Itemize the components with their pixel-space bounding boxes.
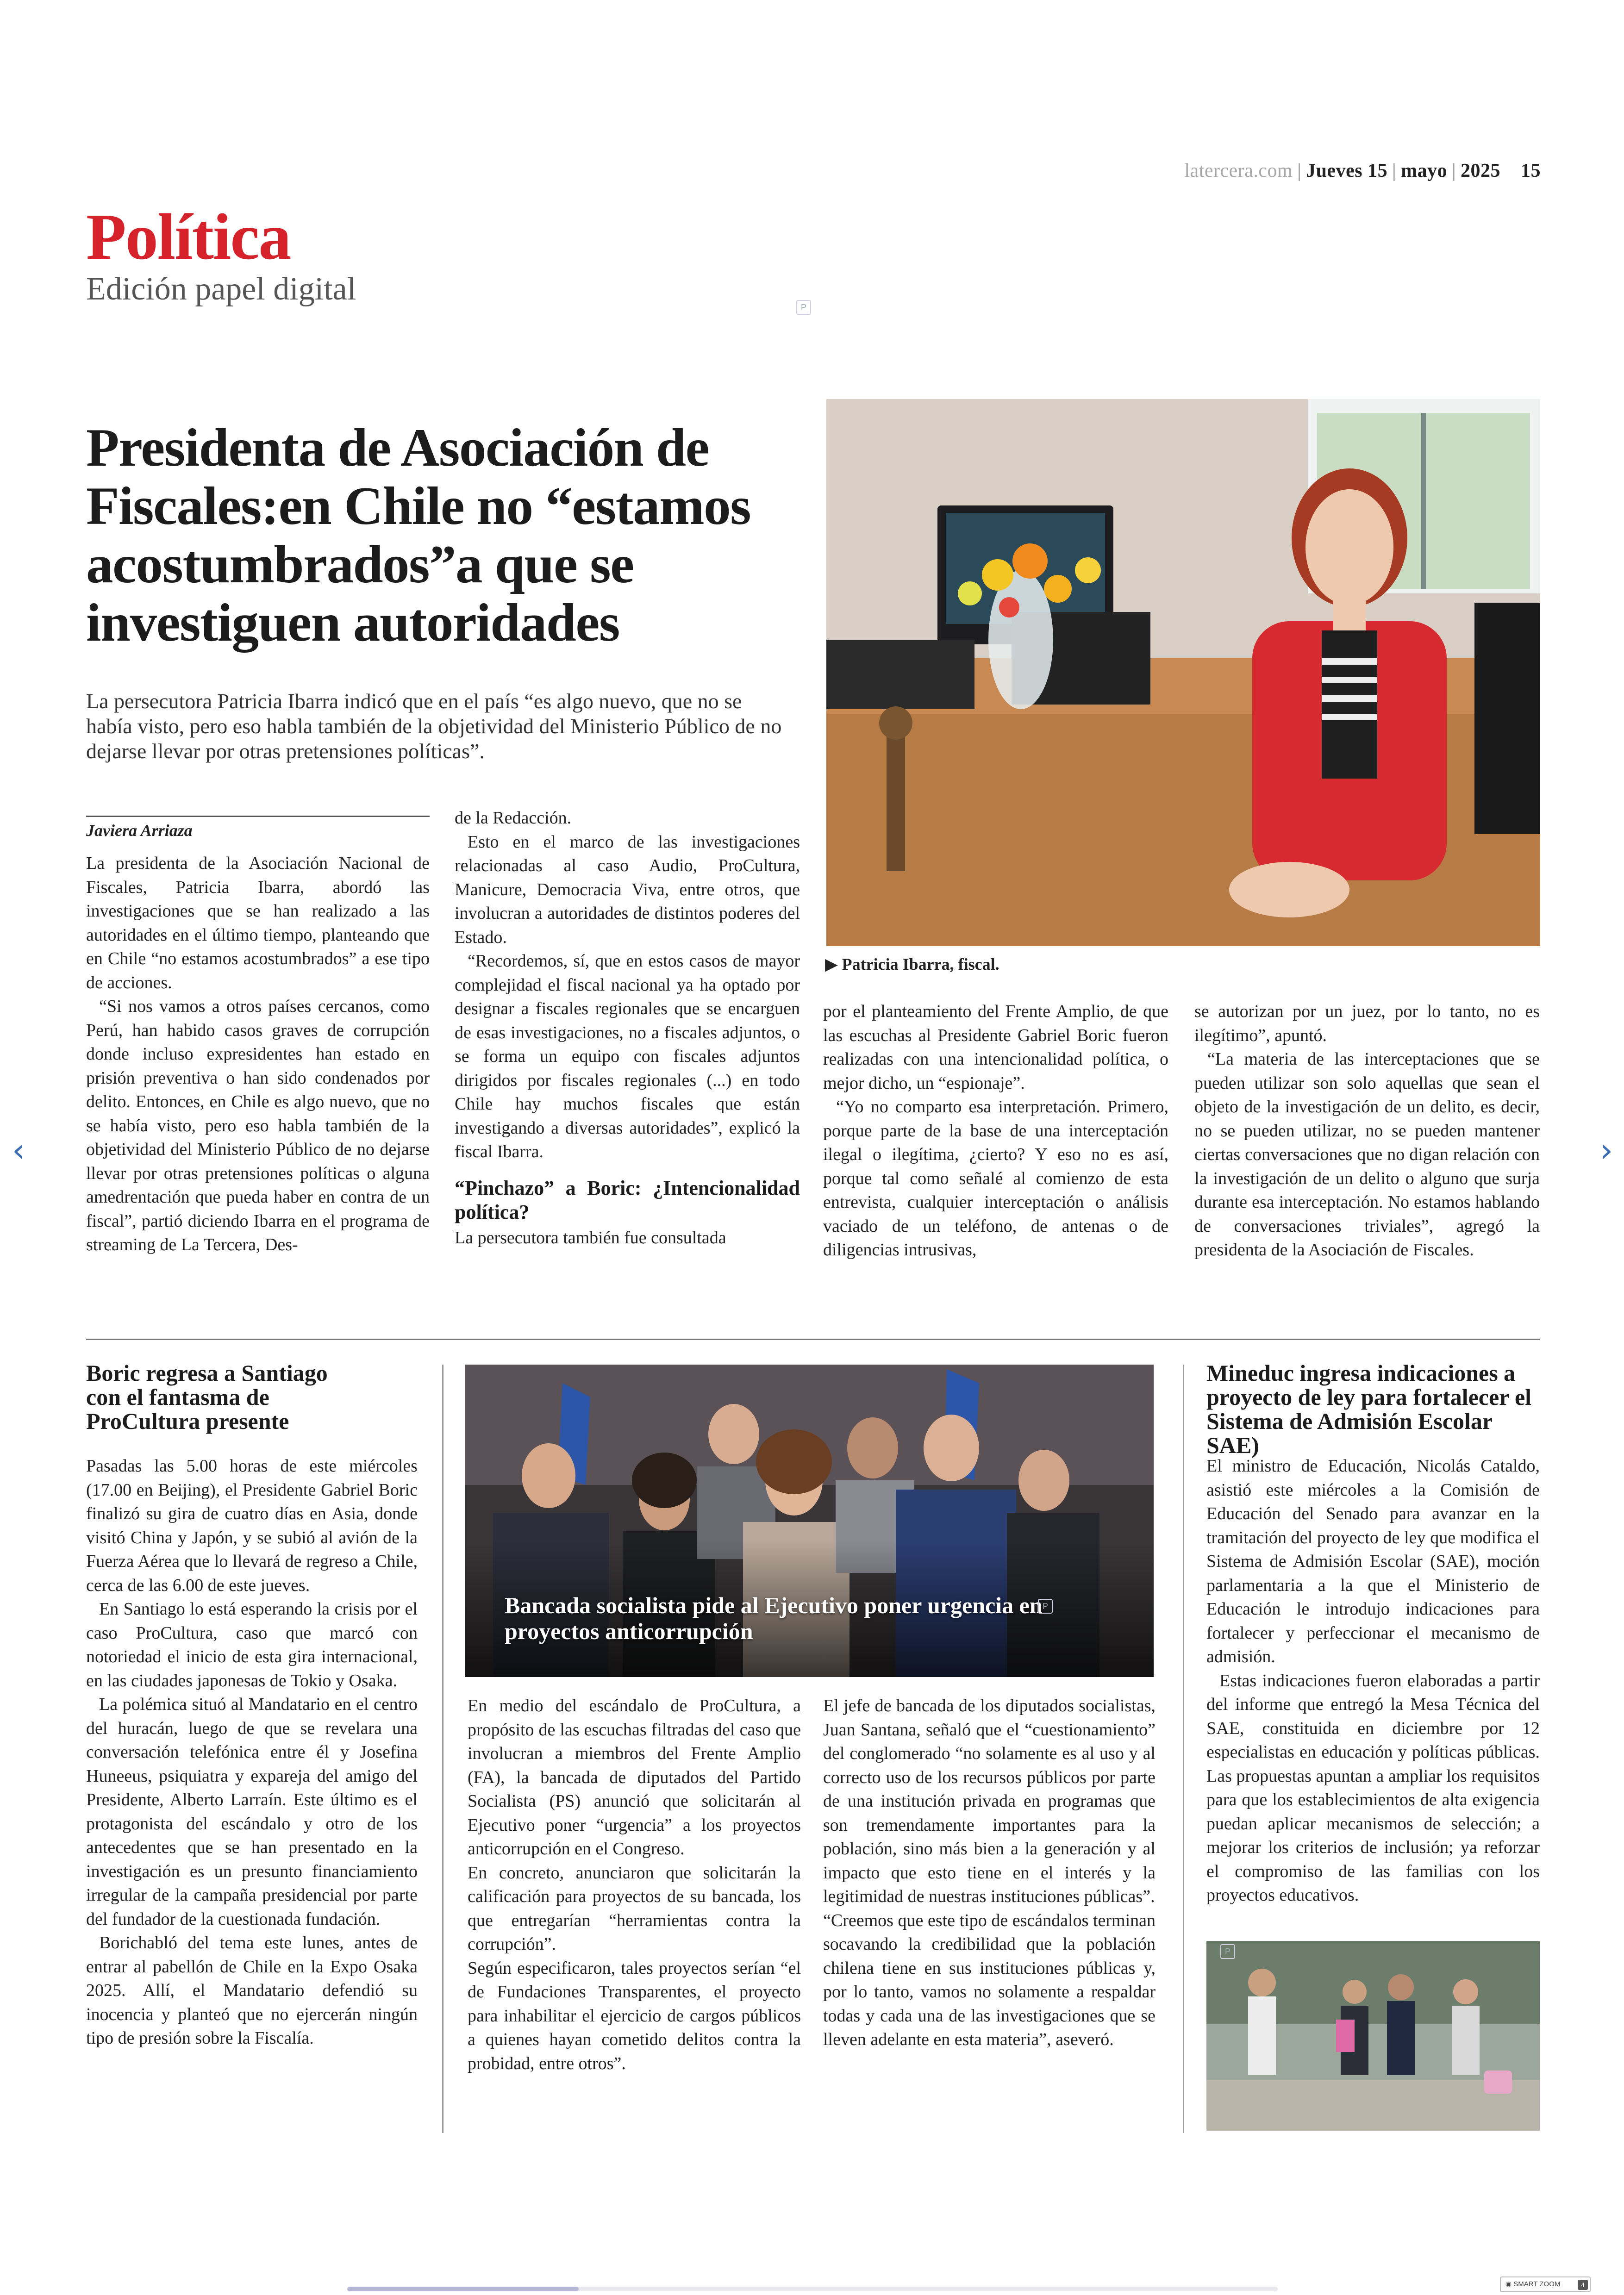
paragraph: “Creemos que este tipo de escándalos terminan socavando la credibilidad que la población chilena tiene en sus instituciones públicas y, por lo tanto, vamos no solamente a respaldar todas y cada una de las investigaciones que se lleven adelante en esta materia”, aseveró. bbox=[823, 1910, 1156, 2049]
paragraph: “Si nos vamos a otros países cercanos, como Perú, han habido casos graves de corrupción donde incluso expresidentes han estado en prisión preventiva o han sido condenados por delito. Entonces, en Chile es algo nuevo, que no se había visto, pero eso habla también de la objetividad del Ministerio Público de no dejarse llevar por otras pretensiones políticas o alguna amedrentación que pueda haber en contra de un fiscal”, partió diciendo Ibarra en el programa de streaming de La Tercera, Des- bbox=[86, 997, 430, 1254]
site-name: latercera.com bbox=[1184, 160, 1293, 181]
photo-students bbox=[1206, 1941, 1540, 2131]
smart-zoom-button[interactable] bbox=[1500, 2276, 1591, 2292]
paragraph: Borichabló del tema este lunes, antes de entrar al pabellón de Chile en la Expo Osaka 2025. Allí, el Mandatario defendió su inocencia y planteó que no ejercerán ningún tipo de presión sobre la Fiscalía. bbox=[86, 1933, 418, 2048]
main-dek: La persecutora Patricia Ibarra indicó que en el país “es algo nuevo, que no se había visto, pero eso habla también de la objetividad del Ministerio Público de no dejarse llevar por otras pretensiones políticas”. bbox=[86, 689, 782, 763]
smart-zoom-label: SMART ZOOM bbox=[1513, 2280, 1561, 2288]
edition-label: Edición papel digital bbox=[86, 271, 356, 307]
main-headline: Presidenta de Asociación de Fiscales:en Chile no “estamos acostumbrados”a que se investiguen autoridades bbox=[86, 418, 751, 653]
section-title: Política bbox=[86, 200, 291, 273]
paragraph: En Santiago lo está esperando la crisis por el caso ProCultura, caso que marcó con notoriedad el inicio de esta gira internacional, en las ciudades japonesas de Tokio y Osaka. bbox=[86, 1599, 418, 1690]
page-folio: latercera.com | Jueves 15 | mayo | 2025 15 bbox=[1184, 160, 1541, 181]
column-divider bbox=[1183, 1365, 1184, 2133]
paragraph: La polémica situó al Mandatario en el centro del huracán, luego de que se revelara una conversación telefónica entre él y Josefina Huneeus, psiquiatra y expareja del amigo del Presidente, Alberto Larraín. Este último es el protagonista del escándalo y otro de los antecedentes que se han presentado en la investigación es un presunto financiamiento irregular de la campaña presidencial por parte del fundador de la cuestionada fundación. bbox=[86, 1695, 418, 1929]
paragraph: Pasadas las 5.00 horas de este miércoles (17.00 en Beijing), el Presidente Gabriel Boric finalizó su gira de cuatro días en Asia, donde visitó China y Japón, y se subió al avión de la Fuerza Aérea que lo llevará de regreso a Chile, cerca de las 6.00 de este jueves. bbox=[86, 1456, 418, 1595]
paragraph: En medio del escándalo de ProCultura, a propósito de las escuchas filtradas del caso que involucran a miembros del Frente Amplio (FA), la bancada de diputados del Partido Socialista (PS) anunció que solicitarán al Ejecutivo poner “urgencia” a los proyectos anticorrupción en el Congreso. bbox=[468, 1696, 801, 1858]
byline: Javiera Arriaza bbox=[86, 816, 430, 840]
paragraph: Según especificaron, tales proyectos serían “el de Fundaciones Transparentes, el proyecto para inhabilitar el ejercicio de cargos públicos a quienes hayan cometido delitos contra la probidad, entre otros”. bbox=[468, 1958, 801, 2073]
boric-headline: Boric regresa a Santiago con el fantasma de ProCultura presente bbox=[86, 1360, 328, 1434]
paragraph: La persecutora también fue consultada bbox=[455, 1228, 726, 1247]
year: 2025 bbox=[1461, 160, 1500, 181]
photo-caption: ▶ Patricia Ibarra, fiscal. bbox=[825, 955, 999, 973]
previous-page-icon[interactable]: ‹ bbox=[12, 1131, 25, 1169]
weekday: Jueves 15 bbox=[1306, 160, 1388, 181]
main-column-1 bbox=[86, 852, 430, 1257]
mineduc-headline: Mineduc ingresa indicaciones a proyecto de ley para fortalecer el Sistema de Admisión Escolar SAE) bbox=[1206, 1360, 1532, 1458]
ad-marker[interactable]: P bbox=[796, 300, 811, 315]
smart-zoom-badge: 4 bbox=[1578, 2280, 1588, 2290]
paragraph: de la Redacción. bbox=[455, 808, 572, 828]
next-page-icon[interactable]: › bbox=[1600, 1131, 1613, 1169]
eye-icon: ◉ bbox=[1505, 2280, 1512, 2288]
month: mayo bbox=[1401, 160, 1448, 181]
ad-marker[interactable]: P bbox=[1038, 1599, 1053, 1614]
column-divider bbox=[442, 1365, 443, 2133]
main-column-4 bbox=[1194, 1000, 1540, 1262]
paragraph: “La materia de las interceptaciones que se pueden utilizar son solo aquellas que sean el objeto de la investigación de un delito, es decir, no se pueden utilizar, no se pueden mantener ciertas conversaciones que no digan relación con la investigación de un delito o alguno que surja durante esa interceptación. No estamos hablando de conversaciones triviales”, agregó la presidenta de la Asociación de Fiscales. bbox=[1194, 1049, 1540, 1260]
paragraph: “Recordemos, sí, que en estos casos de mayor complejidad el fiscal nacional ya ha optado por designar a fiscales regionales que se encarguen de esas investigaciones, no a fiscales adjuntos, o se forma un equipo con fiscales adjuntos dirigidos por fiscales regionales (...) en todo Chile hay muchos fiscales que están investigando a diversas autoridades”, explicó la fiscal Ibarra. bbox=[455, 951, 800, 1161]
paragraph: Esto en el marco de las investigaciones relacionadas al caso Audio, ProCultura, Manicure, Democracia Viva, entre otros, que involucran a autoridades de distintos poderes del Estado. bbox=[455, 832, 800, 947]
paragraph: Estas indicaciones fueron elaboradas a partir del informe que entregó la Mesa Técnica del SAE, constituida en diciembre por 12 especialistas en educación y políticas públicas. Las propuestas apuntan a ampliar los requisitos para que los establecimientos de alta exigencia puedan aplicar mecanismos de selección; a mejorar los criterios de inclusión; ya reforzar el compromiso de las familias con los proyectos educativos. bbox=[1206, 1671, 1540, 1905]
bancada-photo-headline: Bancada socialista pide al Ejecutivo poner urgencia en proyectos anticorrupción bbox=[505, 1592, 1043, 1644]
paragraph: El jefe de bancada de los diputados socialistas, Juan Santana, señaló que el “cuestionamiento” del conglomerado “no solamente es al uso y al correcto uso de los recursos públicos por parte de una institución privada en programas que son tremendamente importantes para la población, sino más bien a la generación y al impacto que esto tiene en el interés y la legitimidad de nuestras instituciones públicas”. bbox=[823, 1696, 1156, 1906]
main-column-2 bbox=[455, 806, 800, 1250]
scrollbar-thumb[interactable] bbox=[347, 2287, 579, 2291]
main-column-3 bbox=[823, 1000, 1168, 1262]
bancada-column-1 bbox=[468, 1694, 801, 2076]
paragraph: El ministro de Educación, Nicolás Cataldo, asistió este miércoles a la Comisión de Educación del Senado para avanzar en la tramitación del proyecto de ley que modifica el Sistema de Admisión Escolar (SAE), moción parlamentaria a la que el Ministerio de Educación le introdujo indicaciones para fortalecer y perfeccionar el mecanismo de admisión. bbox=[1206, 1456, 1540, 1666]
section-divider bbox=[86, 1339, 1540, 1340]
subhead: “Pinchazo” a Boric: ¿Intencionalidad política? bbox=[455, 1176, 800, 1223]
paragraph: La presidenta de la Asociación Nacional de Fiscales, Patricia Ibarra, abordó las investigaciones que se han realizado a las autoridades en el último tiempo, planteando que en Chile “no estamos acostumbrados” a ese tipo de acciones. bbox=[86, 854, 430, 992]
bancada-column-2 bbox=[823, 1694, 1156, 2052]
paragraph: por el planteamiento del Frente Amplio, de que las escuchas al Presidente Gabriel Boric fueron realizadas con una intencionalidad política, o mejor dicho, un “espionaje”. bbox=[823, 1002, 1168, 1093]
mineduc-story-body bbox=[1206, 1454, 1540, 1908]
paragraph: “Yo no comparto esa interpretación. Primero, porque parte de la base de una interceptación ilegal o ilegítima, ¿cierto? Y eso no es así, porque tal como señalé al comienzo de esta entrevista, cualquier interceptación o análisis vaciado de un teléfono, de antenas o de diligencias intrusivas, bbox=[823, 1097, 1168, 1260]
paragraph: se autorizan por un juez, por lo tanto, no es ilegítimo”, apuntó. bbox=[1194, 1002, 1540, 1045]
page-number: 15 bbox=[1521, 160, 1541, 181]
portrait-illustration bbox=[826, 399, 1540, 946]
photo-patricia-ibarra bbox=[826, 399, 1540, 946]
ad-marker[interactable]: P bbox=[1220, 1944, 1235, 1959]
students-illustration bbox=[1206, 1941, 1540, 2131]
paragraph: En concreto, anunciaron que solicitarán la calificación para proyectos de su bancada, los que entregarían “herramientas contra la corrupción”. bbox=[468, 1863, 801, 1954]
boric-story-body bbox=[86, 1454, 418, 2051]
